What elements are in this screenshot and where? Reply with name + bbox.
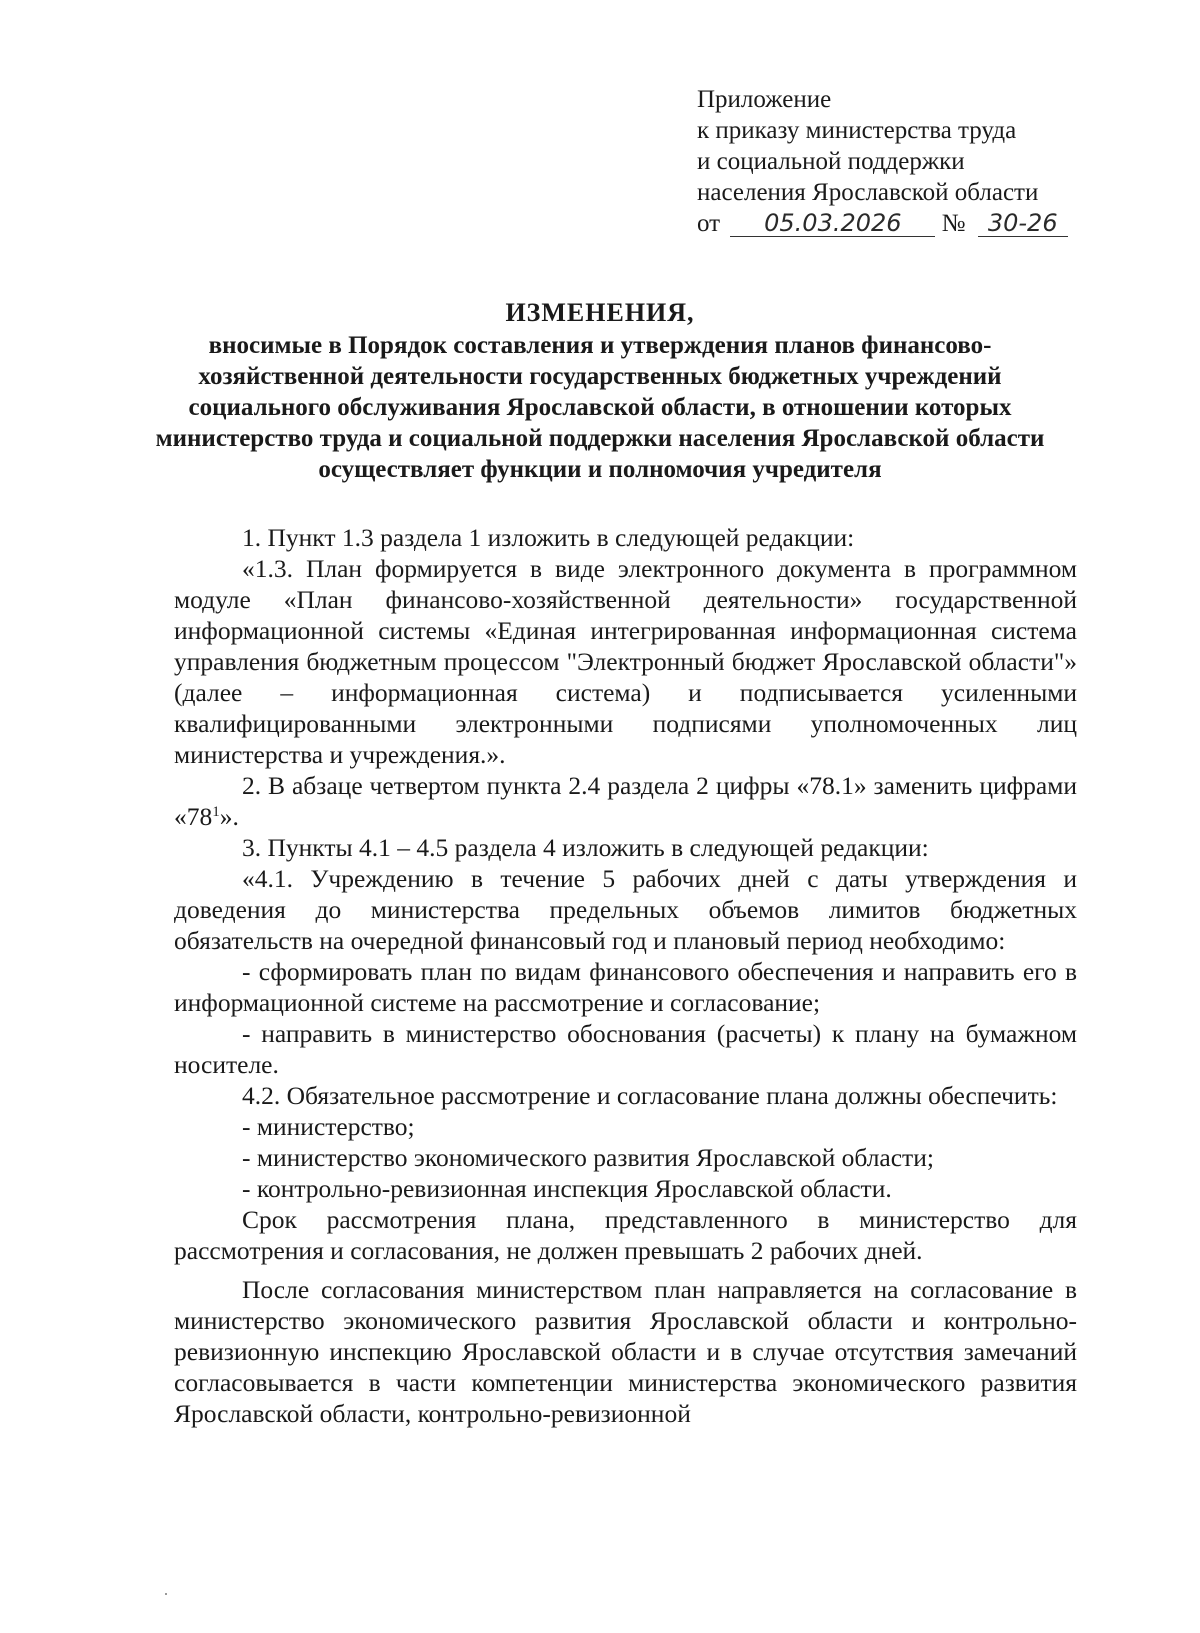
paragraph-3-end: ». bbox=[219, 802, 239, 831]
paragraph-9: - министерство; bbox=[242, 1112, 415, 1141]
paragraph-3 bbox=[174, 770, 1077, 832]
number-prefix: № bbox=[941, 210, 966, 237]
paragraph-3-text: 2. В абзаце четвертом пункта 2.4 раздела 2 цифры «78.1» заменить цифрами «78 bbox=[174, 771, 1077, 831]
appendix-line-1: Приложение bbox=[697, 86, 832, 113]
paragraph-4: 3. Пункты 4.1 – 4.5 раздела 4 изложить в следующей редакции: bbox=[242, 833, 929, 862]
scan-speck bbox=[165, 1593, 167, 1595]
paragraph-1: 1. Пункт 1.3 раздела 1 изложить в следующей редакции: bbox=[242, 523, 855, 552]
appendix-line-2: к приказу министерства труда bbox=[697, 117, 1017, 144]
date-prefix: от bbox=[697, 210, 721, 237]
paragraph-10: - министерство экономического развития Ярославской области; bbox=[242, 1143, 934, 1172]
paragraph-13: После согласования министерством план направляется на согласование в министерство экономического развития Ярославской области и контрольно-ревизионную инспекцию Ярославской области и в случае отсутствия замечаний согласовывается в части компетенции министерства экономического развития Ярославской области, контрольно-ревизионной bbox=[174, 1275, 1077, 1428]
paragraph-8: 4.2. Обязательное рассмотрение и согласование плана должны обеспечить: bbox=[242, 1081, 1058, 1110]
document-title-block bbox=[150, 297, 1050, 485]
appendix-header bbox=[697, 84, 1117, 239]
paragraph-2: «1.3. План формируется в виде электронного документа в программном модуле «План финансово-хозяйственной деятельности» государственной информационной системы «Единая интегрированная информационная система управления бюджетным процессом "Электронный бюджет Ярославской области"» (далее – информационная система) и подписывается усиленными квалифицированными электронными подписями уполномоченных лиц министерства и учреждения.». bbox=[174, 554, 1077, 769]
document-subtitle: вносимые в Порядок составления и утверждения планов финансово-хозяйственной деятельности государственных бюджетных учреждений социального обслуживания Ярославской области, в отношении которых министерство труда и социальной поддержки населения Ярославской области осуществляет функции и полномочия учредителя bbox=[155, 332, 1045, 483]
paragraph-5: «4.1. Учреждению в течение 5 рабочих дней с даты утверждения и доведения до министерства предельных объемов лимитов бюджетных обязательств на очередной финансовый год и плановый период необходимо: bbox=[174, 864, 1077, 955]
order-date-number-line bbox=[697, 208, 1117, 239]
paragraph-12: Срок рассмотрения плана, представленного в министерство для рассмотрения и согласования, не должен превышать 2 рабочих дней. bbox=[174, 1205, 1077, 1265]
order-number-handwritten: 30-26 bbox=[978, 210, 1068, 237]
order-date-handwritten: 05.03.2026 bbox=[730, 210, 935, 237]
document-body bbox=[174, 522, 1077, 1429]
appendix-line-4: населения Ярославской области bbox=[697, 179, 1039, 206]
paragraph-11: - контрольно-ревизионная инспекция Ярославской области. bbox=[242, 1174, 892, 1203]
document-title: ИЗМЕНЕНИЯ, bbox=[505, 298, 695, 327]
superscript-one: 1 bbox=[212, 804, 220, 820]
appendix-line-3: и социальной поддержки bbox=[697, 148, 965, 175]
paragraph-6: - сформировать план по видам финансового обеспечения и направить его в информационной системе на рассмотрение и согласование; bbox=[174, 957, 1077, 1017]
paragraph-7: - направить в министерство обоснования (расчеты) к плану на бумажном носителе. bbox=[174, 1019, 1077, 1079]
